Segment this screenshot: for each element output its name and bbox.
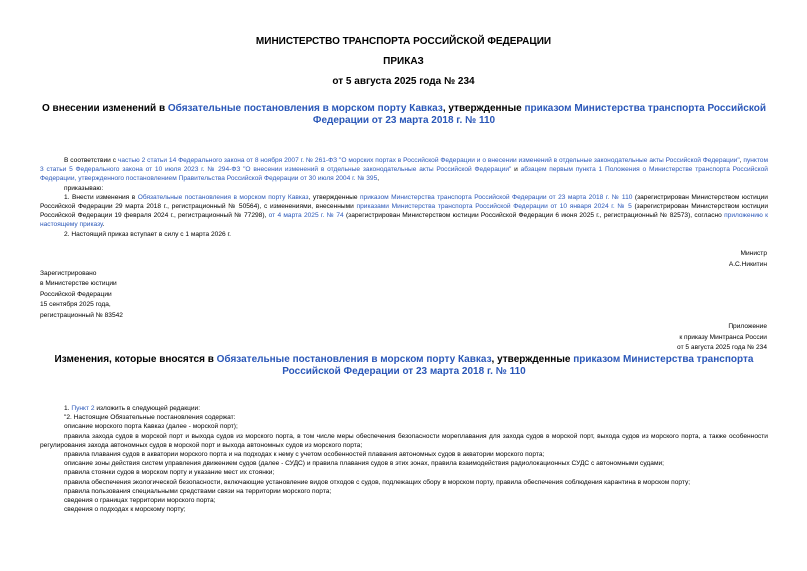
change1-text: изложить в следующей редакции: — [94, 405, 201, 412]
change-line: правила захода судов в морской порт и выхода судов из морского порта, в том числе меры обеспечения безопасности мореплавания для захода судов в морской порт, выхода судов из морского порта, а также особенности регулирования захода автономных судов в морской порт и выхода автономных судов из морского порта; — [40, 432, 768, 449]
title-link-order-110[interactable]: приказом Министерства транспорта Российской Федерации от 23 марта 2018 г. № 110 — [312, 103, 766, 126]
change1-link-point-2[interactable]: Пункт 2 — [71, 405, 95, 412]
signature-block — [729, 248, 767, 270]
preamble-text-3: и — [511, 166, 521, 174]
doc-type-heading: ПРИКАЗ — [383, 56, 424, 67]
preamble-link-law-294[interactable]: пунктом 3 статьи 5 Федерального закона от 10 июля 2023 г. № 294-ФЗ "О внесении изменений в отдельные законодательные акты Российской Федерации" — [40, 157, 769, 174]
registration-line: Зарегистрировано — [40, 270, 97, 277]
change-line: описание зоны действия систем управления движением судов (далее - СУДС) и правила плавания судов в этих зонах, правила взаимодействия радиолокационных СУДС с автономными судами; — [64, 460, 664, 468]
signature-position: Министр — [740, 250, 767, 257]
registration-block — [40, 269, 123, 321]
preamble-text-4: , — [377, 175, 380, 183]
change-1-paragraph — [40, 404, 768, 413]
appendix-reference — [677, 322, 767, 354]
title-text-2: , утвержденные — [442, 103, 525, 114]
title-link-port-regulations[interactable]: Обязательные постановления в морском порту Кавказ — [167, 103, 443, 114]
appendix-line: от 5 августа 2025 года № 234 — [677, 344, 767, 352]
item1-text-5: (зарегистрирован Министерством юстиции Российской Федерации 6 июня 2025 г., регистрационный № 82573), согласно — [343, 212, 725, 220]
appendix-line: к приказу Минтранса России — [679, 333, 767, 341]
title-text-1: О внесении изменений в — [42, 103, 168, 114]
item1-text-4: (зарегистрирован Министерством юстиции Российской Федерации 19 февраля 2024 г., регистрационный № 77298), — [40, 203, 769, 220]
item1-link-order-5[interactable]: приказами Министерства транспорта Российской Федерации от 10 января 2024 г. № 5 — [356, 203, 632, 211]
change-line: правила пользования специальными средствами связи на территории морского порта; — [64, 487, 332, 495]
change-line: описание морского порта Кавказ (далее - морской порт); — [64, 423, 238, 431]
preamble-text-1: В соответствии с — [64, 157, 118, 164]
change-line: правила обеспечения экологической безопасности, включающие установление видов отходов с судов, подлежащих сбору в морском порту, правила обеспечения соблюдения карантина в морском порту; — [64, 478, 691, 486]
changes-title-text-2: , утвержденные — [491, 354, 574, 365]
changes-title-link-port-regulations[interactable]: Обязательные постановления в морском порту Кавказ — [216, 354, 492, 365]
ministry-heading: МИНИСТЕРСТВО ТРАНСПОРТА РОССИЙСКОЙ ФЕДЕРАЦИИ — [255, 36, 552, 47]
order-title — [40, 103, 768, 127]
changes-title — [40, 354, 768, 378]
preamble-link-regulation[interactable]: абзацем первым пункта 1 Положения о Министерстве транспорта Российской Федерации, утвержденного постановлением Правительства Российской Федерации от 30 июля 2004 г. № 395 — [40, 166, 768, 183]
item1-link-order-110[interactable]: приказом Министерства транспорта Российской Федерации от 23 марта 2018 г. № 110 — [359, 193, 633, 201]
item1-text-3: (зарегистрирован Министерством юстиции Российской Федерации 29 марта 2018 г., регистрационный № 50564), с изменениями, внесенными — [40, 193, 768, 211]
registration-line: Российской Федерации — [40, 290, 112, 298]
order-word: приказываю: — [64, 184, 104, 192]
item1-link-port-regulations[interactable]: Обязательные постановления в морском порту Кавказ — [137, 193, 309, 201]
changes-title-link-order-110[interactable]: приказом Министерства транспорта Российской Федерации от 23 марта 2018 г. № 110 — [282, 354, 754, 377]
item1-link-appendix[interactable]: приложению к настоящему приказу — [40, 212, 769, 229]
order-date-number: от 5 августа 2025 года № 234 — [332, 76, 475, 87]
change-line: "2. Настоящие Обязательные постановления содержат: — [64, 414, 236, 422]
registration-line: в Министерстве юстиции — [40, 280, 117, 288]
changes-body — [40, 404, 768, 514]
registration-line: регистрационный № 83542 — [40, 311, 123, 319]
item1-text-1: 1. Внести изменения в — [64, 193, 138, 201]
change-line: правила стоянки судов в морском порту и указание мест их стоянки; — [64, 469, 275, 477]
change-line: сведения о границах территории морского порта; — [64, 497, 216, 505]
signature-name: А.С.Никитин — [728, 261, 767, 268]
change-line: правила плавания судов в акватории морского порта и на подходах к нему с учетом особенностей плавания автономных судов в акватории морского порта; — [64, 451, 545, 459]
preamble-paragraph — [40, 156, 768, 184]
item-2-paragraph: 2. Настоящий приказ вступает в силу с 1 марта 2026 г. — [64, 230, 231, 238]
item1-link-order-74[interactable]: от 4 марта 2025 г. № 74 — [268, 212, 344, 220]
changes-title-text-1: Изменения, которые вносятся в — [54, 354, 217, 365]
change-line: сведения о подходах к морскому порту; — [64, 506, 186, 514]
registration-line: 15 сентября 2025 года, — [40, 301, 111, 309]
preamble-link-law-261[interactable]: частью 2 статьи 14 Федерального закона от 8 ноября 2007 г. № 261-ФЗ "О морских портах в Российской Федерации и о внесении изменений в отдельные законодательные акты Российской Федерации" — [117, 157, 740, 164]
item1-text-6: . — [102, 221, 105, 229]
preamble-text-2: , — [739, 157, 744, 164]
appendix-line: Приложение — [728, 323, 767, 330]
item1-text-2: , утвержденные — [308, 193, 360, 201]
order-body — [40, 156, 768, 239]
change1-number: 1. — [64, 405, 72, 412]
item-1-paragraph — [40, 193, 768, 230]
